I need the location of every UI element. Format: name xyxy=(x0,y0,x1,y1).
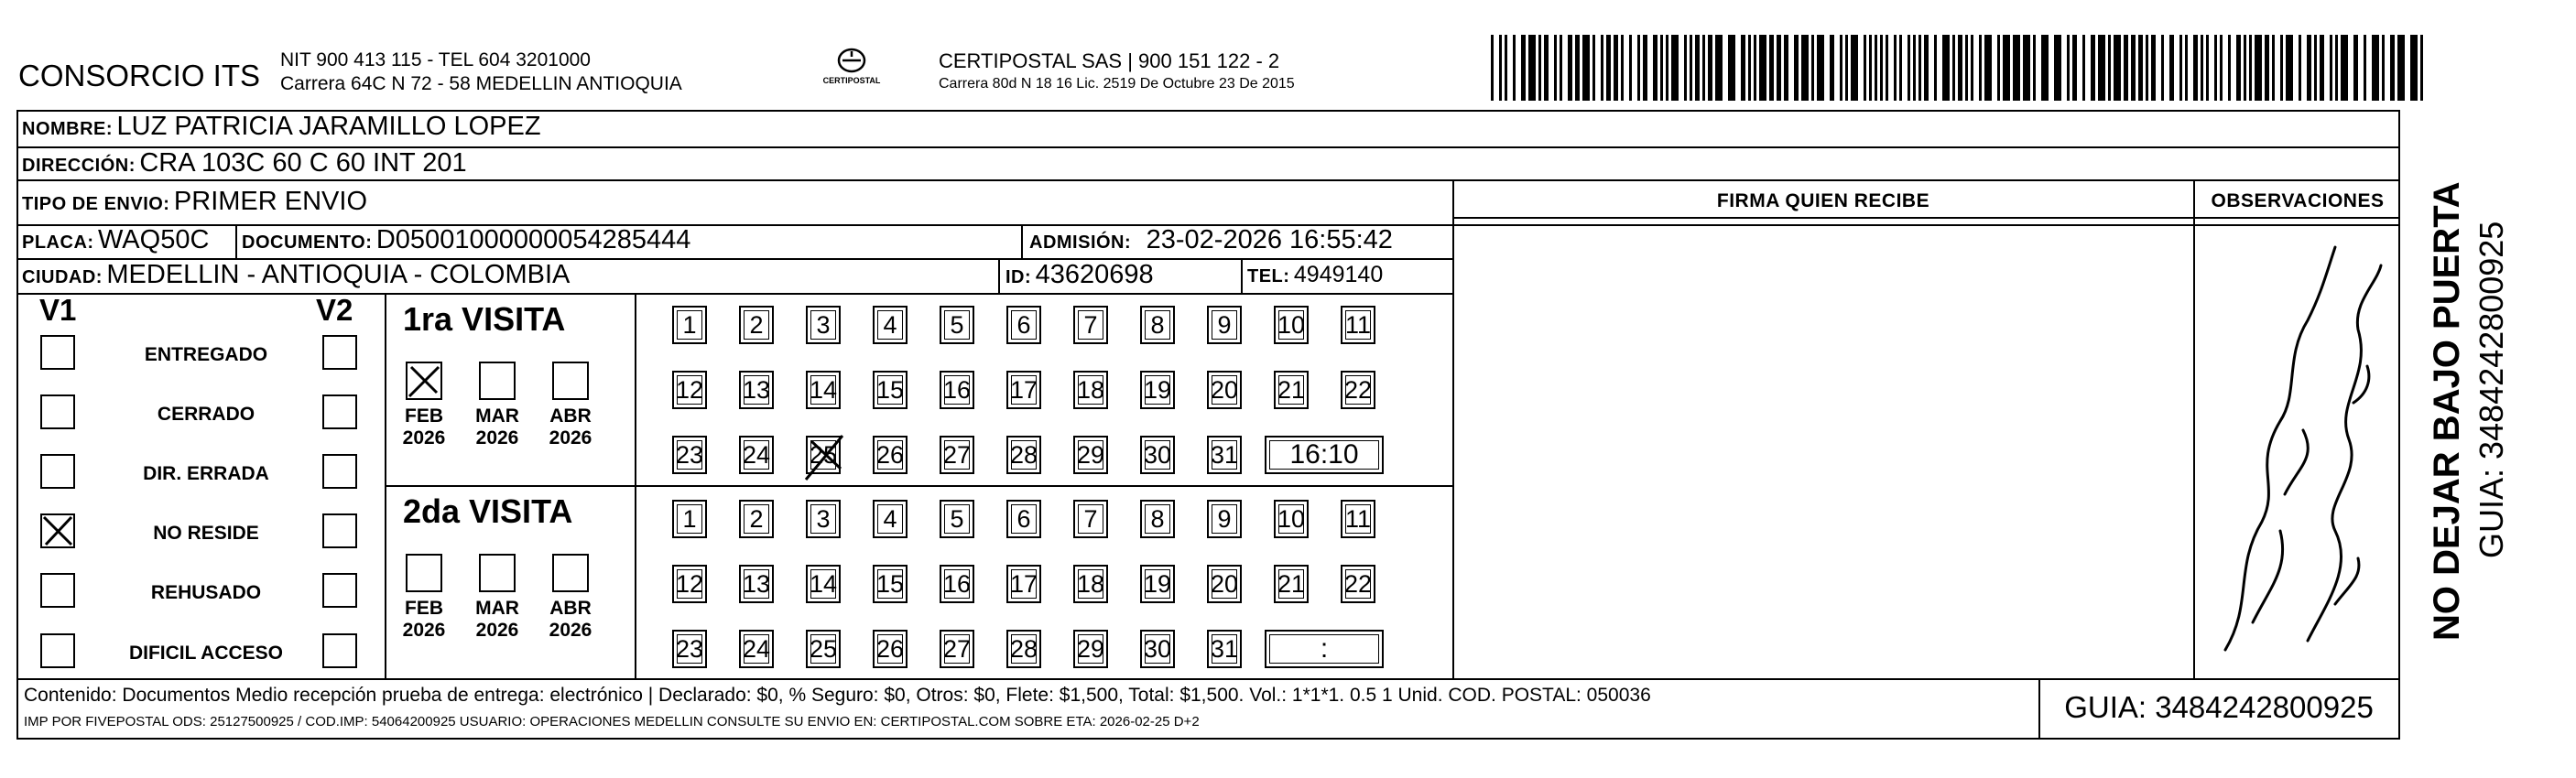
day-checkbox[interactable]: 4 xyxy=(873,500,908,538)
v1-checkbox[interactable] xyxy=(40,633,75,668)
month-checkbox[interactable] xyxy=(479,362,516,400)
day-checkbox[interactable]: 19 xyxy=(1140,371,1175,409)
month-label: ABR xyxy=(549,405,592,427)
logo-icon xyxy=(835,46,868,75)
firma-header: FIRMA QUIEN RECIBE xyxy=(1716,190,1930,211)
day-checkbox[interactable]: 28 xyxy=(1006,630,1041,668)
day-checkbox[interactable]: 21 xyxy=(1274,371,1309,409)
day-checkbox[interactable]: 25 xyxy=(806,436,841,474)
status-label: NO RESIDE xyxy=(153,523,259,544)
placa-row xyxy=(22,225,209,255)
day-checkbox[interactable]: 16 xyxy=(940,565,974,603)
company-name: CONSORCIO ITS xyxy=(18,59,261,92)
footer-guia: GUIA: 3484242800925 xyxy=(2064,690,2374,724)
day-checkbox[interactable]: 7 xyxy=(1073,306,1108,344)
tipo-label: TIPO DE ENVIO: xyxy=(22,194,170,214)
day-checkbox[interactable]: 19 xyxy=(1140,565,1175,603)
v1-checkbox[interactable] xyxy=(40,573,75,608)
carrier-address: Carrera 80d N 18 16 Lic. 2519 De Octubre 23 De 2015 xyxy=(939,76,1295,92)
day-checkbox[interactable]: 27 xyxy=(940,630,974,668)
day-checkbox[interactable]: 21 xyxy=(1274,565,1309,603)
month-checkbox[interactable] xyxy=(552,362,589,400)
tel-row xyxy=(1247,262,1383,288)
status-label: CERRADO xyxy=(157,404,255,425)
day-checkbox[interactable]: 29 xyxy=(1073,436,1108,474)
day-checkbox[interactable]: 11 xyxy=(1341,306,1375,344)
day-checkbox[interactable]: 1 xyxy=(672,500,707,538)
day-checkbox[interactable]: 13 xyxy=(739,565,774,603)
day-checkbox[interactable]: 12 xyxy=(672,371,707,409)
month-label: FEB xyxy=(405,405,443,427)
status-label: REHUSADO xyxy=(150,582,262,603)
month-year: 2026 xyxy=(549,620,592,641)
day-checkbox[interactable]: 24 xyxy=(739,436,774,474)
id-row xyxy=(1005,260,1154,290)
company-nit: NIT 900 413 115 - TEL 604 3201000 xyxy=(280,49,591,70)
day-checkbox[interactable]: 17 xyxy=(1006,565,1041,603)
day-checkbox[interactable]: 16 xyxy=(940,371,974,409)
barcode xyxy=(1491,35,2430,101)
check-x-icon xyxy=(408,363,440,398)
check-x-icon xyxy=(804,432,846,481)
side-guia: GUIA: 3484242800925 xyxy=(2473,221,2510,558)
footer-contenido: Contenido: Documentos Medio recepción prueba de entrega: electrónico | Declarado: $0, % Seguro: $0, Otros: $0, Flete: $1,500, Total: $1,500. Vol.: 1*1*1. 0.5 1 Unid. COD. POSTAL: 050036 xyxy=(24,685,1651,706)
day-checkbox[interactable]: 29 xyxy=(1073,630,1108,668)
day-checkbox[interactable]: 22 xyxy=(1341,565,1375,603)
day-checkbox[interactable]: 10 xyxy=(1274,500,1309,538)
month-label: MAR xyxy=(475,598,519,619)
day-checkbox[interactable]: 3 xyxy=(806,306,841,344)
day-checkbox[interactable]: 20 xyxy=(1207,565,1242,603)
admision-value: 23-02-2026 16:55:42 xyxy=(1146,225,1393,254)
placa-value: WAQ50C xyxy=(98,225,210,254)
v2-checkbox[interactable] xyxy=(322,335,357,370)
day-checkbox[interactable]: 1 xyxy=(672,306,707,344)
day-checkbox[interactable]: 7 xyxy=(1073,500,1108,538)
v2-checkbox[interactable] xyxy=(322,394,357,429)
placa-label: PLACA: xyxy=(22,232,94,253)
v1-checkbox[interactable] xyxy=(40,454,75,489)
day-checkbox[interactable]: 24 xyxy=(739,630,774,668)
id-value: 43620698 xyxy=(1035,260,1154,289)
month-year: 2026 xyxy=(475,620,519,641)
day-checkbox[interactable]: 15 xyxy=(873,371,908,409)
side-warning: NO DEJAR BAJO PUERTA xyxy=(2427,181,2467,641)
v2-checkbox[interactable] xyxy=(322,513,357,548)
day-checkbox[interactable]: 5 xyxy=(940,306,974,344)
day-checkbox[interactable]: 8 xyxy=(1140,500,1175,538)
day-checkbox[interactable]: 2 xyxy=(739,306,774,344)
documento-label: DOCUMENTO: xyxy=(242,232,373,253)
direccion-value: CRA 103C 60 C 60 INT 201 xyxy=(139,148,467,178)
day-checkbox[interactable]: 6 xyxy=(1006,306,1041,344)
month-checkbox[interactable] xyxy=(479,554,516,592)
direccion-label: DIRECCIÓN: xyxy=(22,156,136,176)
day-checkbox[interactable]: 9 xyxy=(1207,500,1242,538)
month-checkbox[interactable] xyxy=(406,554,442,592)
documento-row xyxy=(242,225,690,255)
day-checkbox[interactable]: 12 xyxy=(672,565,707,603)
month-label: FEB xyxy=(405,598,443,619)
v1-checkbox[interactable] xyxy=(40,394,75,429)
day-checkbox[interactable]: 26 xyxy=(873,630,908,668)
observaciones-header: OBSERVACIONES xyxy=(2211,190,2385,211)
month-label: ABR xyxy=(549,598,592,619)
day-checkbox[interactable]: 30 xyxy=(1140,436,1175,474)
tipo-value: PRIMER ENVIO xyxy=(173,187,368,216)
handwritten-observation xyxy=(2198,220,2397,677)
ciudad-label: CIUDAD: xyxy=(22,267,103,287)
first-visit-title: 1ra VISITA xyxy=(403,300,566,338)
month-label: MAR xyxy=(475,405,519,427)
visit-time-box[interactable]: 16:10 xyxy=(1265,436,1384,474)
day-checkbox[interactable]: 27 xyxy=(940,436,974,474)
day-checkbox[interactable]: 6 xyxy=(1006,500,1041,538)
nombre-value: LUZ PATRICIA JARAMILLO LOPEZ xyxy=(116,112,541,141)
day-checkbox[interactable]: 25 xyxy=(806,630,841,668)
v2-label: V2 xyxy=(316,293,353,327)
day-checkbox[interactable]: 11 xyxy=(1341,500,1375,538)
admision-row xyxy=(1029,225,1393,255)
month-year: 2026 xyxy=(475,427,519,448)
day-checkbox[interactable]: 4 xyxy=(873,306,908,344)
day-checkbox[interactable]: 20 xyxy=(1207,371,1242,409)
day-checkbox[interactable]: 15 xyxy=(873,565,908,603)
ciudad-row xyxy=(22,260,570,290)
tipo-row xyxy=(22,187,367,217)
day-checkbox[interactable]: 14 xyxy=(806,565,841,603)
direccion-row xyxy=(22,148,467,178)
day-checkbox[interactable]: 28 xyxy=(1006,436,1041,474)
company-address: Carrera 64C N 72 - 58 MEDELLIN ANTIOQUIA xyxy=(280,73,682,94)
v2-checkbox[interactable] xyxy=(322,573,357,608)
v1-checkbox[interactable] xyxy=(40,335,75,370)
day-checkbox[interactable]: 22 xyxy=(1341,371,1375,409)
logo-text: CERTIPOSTAL xyxy=(822,76,881,85)
day-checkbox[interactable]: 13 xyxy=(739,371,774,409)
nombre-label: NOMBRE: xyxy=(22,119,114,139)
day-checkbox[interactable]: 31 xyxy=(1207,630,1242,668)
day-checkbox[interactable]: 9 xyxy=(1207,306,1242,344)
status-label: ENTREGADO xyxy=(144,344,268,365)
v1-checkbox[interactable] xyxy=(40,513,75,548)
admision-label: ADMISIÓN: xyxy=(1029,232,1132,253)
day-checkbox[interactable]: 18 xyxy=(1073,565,1108,603)
tel-label: TEL: xyxy=(1247,266,1290,286)
documento-value: D05001000000054285444 xyxy=(375,225,691,254)
day-checkbox[interactable]: 26 xyxy=(873,436,908,474)
certipostal-logo xyxy=(810,46,893,99)
day-checkbox[interactable]: 5 xyxy=(940,500,974,538)
v2-checkbox[interactable] xyxy=(322,633,357,668)
check-x-icon xyxy=(42,515,73,546)
carrier-name: CERTIPOSTAL SAS | 900 151 122 - 2 xyxy=(939,49,1280,72)
nombre-row xyxy=(22,112,541,142)
day-checkbox[interactable]: 10 xyxy=(1274,306,1309,344)
ciudad-value: MEDELLIN - ANTIOQUIA - COLOMBIA xyxy=(106,260,571,289)
status-label: DIR. ERRADA xyxy=(143,463,269,484)
id-label: ID: xyxy=(1005,267,1032,287)
tel-value: 4949140 xyxy=(1293,262,1384,287)
v2-checkbox[interactable] xyxy=(322,454,357,489)
day-checkbox[interactable]: 3 xyxy=(806,500,841,538)
month-year: 2026 xyxy=(402,427,446,448)
day-checkbox[interactable]: 23 xyxy=(672,436,707,474)
day-checkbox[interactable]: 8 xyxy=(1140,306,1175,344)
second-visit-title: 2da VISITA xyxy=(403,492,573,530)
status-label: DIFICIL ACCESO xyxy=(128,643,283,664)
month-checkbox[interactable] xyxy=(552,554,589,592)
day-checkbox[interactable]: 30 xyxy=(1140,630,1175,668)
month-year: 2026 xyxy=(549,427,592,448)
day-checkbox[interactable]: 31 xyxy=(1207,436,1242,474)
day-checkbox[interactable]: 14 xyxy=(806,371,841,409)
v1-label: V1 xyxy=(39,293,77,327)
month-year: 2026 xyxy=(402,620,446,641)
day-checkbox[interactable]: 2 xyxy=(739,500,774,538)
day-checkbox[interactable]: 18 xyxy=(1073,371,1108,409)
footer-imp: IMP POR FIVEPOSTAL ODS: 25127500925 / COD.IMP: 54064200925 USUARIO: OPERACIONES MEDELLIN CONSULTE SU ENVIO EN: CERTIPOSTAL.COM SOBRE ETA: 2026-02-25 D+2 xyxy=(24,714,1200,729)
day-checkbox[interactable]: 17 xyxy=(1006,371,1041,409)
day-checkbox[interactable]: 23 xyxy=(672,630,707,668)
visit-time-box[interactable]: : xyxy=(1265,630,1384,668)
month-checkbox[interactable] xyxy=(406,362,442,400)
